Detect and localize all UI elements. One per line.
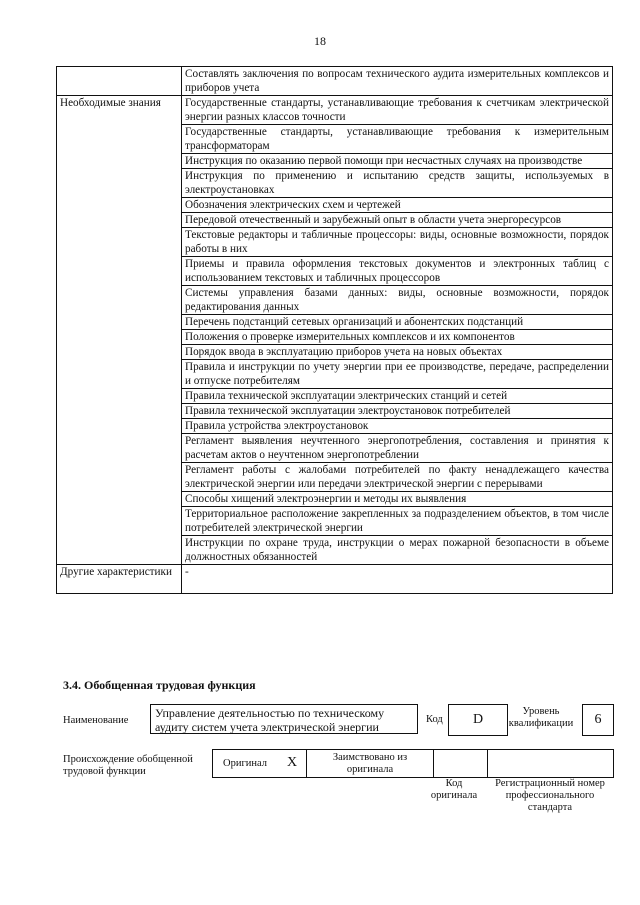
orig-code-label: Код оригинала xyxy=(430,778,478,801)
knowledge-item: Порядок ввода в эксплуатацию приборов учета на новых объектах xyxy=(182,345,613,360)
knowledge-item: Государственные стандарты, устанавливающие требования к измерительным трансформаторам xyxy=(182,125,613,154)
knowledge-item: Передовой отечественный и зарубежный опыт в области учета энергоресурсов xyxy=(182,213,613,228)
knowledge-item: Правила технической эксплуатации электрических станций и сетей xyxy=(182,389,613,404)
knowledge-item: Обозначения электрических схем и чертежей xyxy=(182,198,613,213)
code-label: Код xyxy=(426,714,443,725)
knowledge-item: Правила и инструкции по учету энергии при ее производстве, передаче, распределении и отпуске потребителям xyxy=(182,360,613,389)
name-label: Наименование xyxy=(63,715,129,726)
knowledge-item: Инструкция по применению и испытанию средств защиты, используемых в электроустановках xyxy=(182,169,613,198)
knowledge-item: Инструкции по охране труда, инструкции о мерах пожарной безопасности в объеме должностных обязанностей xyxy=(182,536,613,565)
empty-label-cell xyxy=(57,67,182,96)
skill-cell: Составлять заключения по вопросам технического аудита измерительных комплексов и приборов учета xyxy=(182,67,613,96)
code-box xyxy=(448,704,508,736)
knowledge-item: Регламент выявления неучтенного энергопотребления, составления и принятия к расчетам актов о неучтенном энергопотреблении xyxy=(182,434,613,463)
other-label: Другие характеристики xyxy=(57,565,182,594)
function-name-box xyxy=(150,704,418,734)
table-row xyxy=(57,67,613,96)
knowledge-item: Государственные стандарты, устанавливающие требования к счетчикам электрической энергии разных классов точности xyxy=(182,96,613,125)
level-label: Уровень квалификации xyxy=(508,706,574,729)
divider xyxy=(487,750,488,777)
level-box xyxy=(582,704,614,736)
page-number: 18 xyxy=(314,34,326,48)
original-label: Оригинал xyxy=(223,758,267,769)
knowledge-item: Способы хищений электроэнергии и методы их выявления xyxy=(182,492,613,507)
section-heading: 3.4. Обобщенная трудовая функция xyxy=(63,678,256,692)
knowledge-item: Регламент работы с жалобами потребителей по факту ненадлежащего качества электрической энергии или передачи электрической энергии с перерывами xyxy=(182,463,613,492)
knowledge-table xyxy=(56,66,613,594)
code-value: D xyxy=(472,712,484,727)
reg-number-label: Регистрационный номер профессионального стандарта xyxy=(495,778,605,813)
other-value: - xyxy=(182,565,613,594)
divider xyxy=(306,750,307,777)
knowledge-label: Необходимые знания xyxy=(57,96,182,565)
knowledge-item: Перечень подстанций сетевых организаций и абонентских подстанций xyxy=(182,315,613,330)
origin-table xyxy=(212,749,614,778)
table-row xyxy=(57,565,613,594)
knowledge-item: Инструкция по оказанию первой помощи при несчастных случаях на производстве xyxy=(182,154,613,169)
origin-label: Происхождение обобщенной трудовой функции xyxy=(63,754,193,777)
knowledge-item: Положения о проверке измерительных комплексов и их компонентов xyxy=(182,330,613,345)
knowledge-item: Текстовые редакторы и табличные процессоры: виды, основные возможности, порядок работы в них xyxy=(182,228,613,257)
knowledge-item: Территориальное расположение закрепленных за подразделением объектов, в том числе потребителей электрической энергии xyxy=(182,507,613,536)
borrowed-label: Заимствовано из оригинала xyxy=(332,752,408,775)
original-mark: X xyxy=(287,755,298,770)
knowledge-item: Правила устройства электроустановок xyxy=(182,419,613,434)
knowledge-item: Системы управления базами данных: виды, основные возможности, порядок редактирования данных xyxy=(182,286,613,315)
table-row xyxy=(57,96,613,125)
level-value: 6 xyxy=(594,712,602,727)
knowledge-item: Правила технической эксплуатации электроустановок потребителей xyxy=(182,404,613,419)
function-name-value: Управление деятельностью по техническому аудиту систем учета электрической энергии xyxy=(155,706,385,734)
divider xyxy=(433,750,434,777)
knowledge-item: Приемы и правила оформления текстовых документов и электронных таблиц с использованием текстовых и табличных процессоров xyxy=(182,257,613,286)
